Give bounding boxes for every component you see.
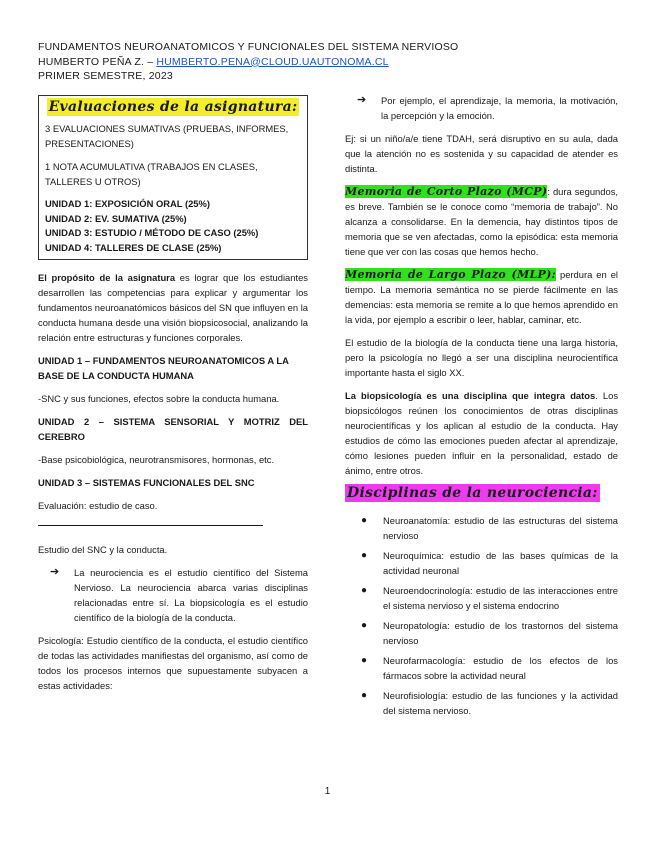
list-item bbox=[361, 688, 618, 718]
purpose-paragraph bbox=[38, 270, 308, 345]
mlp-label: Memoria de Largo Plazo (MLP): bbox=[345, 268, 556, 281]
study-text: Estudio del SNC y la conducta. bbox=[38, 544, 168, 555]
unit-weight: UNIDAD 2: EV. SUMATIVA (25%) bbox=[45, 212, 187, 224]
unit1-title: UNIDAD 1 – FUNDAMENTOS NEUROANATOMICOS A LA BASE DE LA CONDUCTA HUMANA bbox=[38, 355, 289, 381]
evaluations-box bbox=[38, 95, 308, 260]
arrow-right-icon: ➔ bbox=[357, 94, 367, 106]
unit-weight: UNIDAD 3: ESTUDIO / MÉTODO DE CASO (25%) bbox=[45, 227, 259, 238]
tdah-example: Ej: si un niño/a/e tiene TDAH, será disruptivo en su aula, dada que la atención no es sostenida y su capacidad de atender es distinta. bbox=[345, 133, 618, 174]
mlp-paragraph bbox=[345, 267, 618, 327]
arrow-right-icon: ➔ bbox=[50, 566, 60, 578]
discipline-text: Neuroquímica: estudio de las bases químicas de la actividad neuronal bbox=[383, 550, 618, 576]
unit2-title: UNIDAD 2 – SISTEMA SENSORIAL Y MOTRIZ DEL CEREBRO bbox=[38, 416, 308, 442]
evaluations-title: Evaluaciones de la asignatura: bbox=[48, 99, 298, 115]
unit3-title: UNIDAD 3 – SISTEMAS FUNCIONALES DEL SNC bbox=[38, 477, 255, 488]
purpose-bold: El propósito de la asignatura bbox=[38, 272, 176, 283]
disciplines-heading: Disciplinas de la neurociencia: bbox=[347, 485, 598, 501]
unit2-desc: -Base psicobiológica, neurotransmisores, hormonas, etc. bbox=[38, 454, 275, 465]
discipline-text: Neuroendocrinología: estudio de las interacciones entre el sistema nervioso y el sistema endocrino bbox=[383, 585, 618, 611]
author-email-link[interactable]: HUMBERTO.PENA@CLOUD.UAUTONOMA.CL bbox=[156, 55, 389, 68]
bullet-icon: ● bbox=[361, 515, 368, 526]
disciplines-heading-wrap bbox=[345, 486, 618, 501]
list-item bbox=[361, 548, 618, 578]
bullet-icon: ● bbox=[361, 585, 368, 596]
evaluations-acumulativa: 1 NOTA ACUMULATIVA (TRABAJOS EN CLASES, TALLERES U OTROS) bbox=[45, 161, 258, 187]
list-item bbox=[361, 583, 618, 613]
bullet-icon: ● bbox=[361, 550, 368, 561]
divider-line bbox=[38, 525, 263, 526]
unit-weight: UNIDAD 1: EXPOSICIÓN ORAL (25%) bbox=[45, 198, 210, 209]
list-item bbox=[361, 618, 618, 648]
bullet-icon: ● bbox=[361, 655, 368, 666]
bullet-icon: ● bbox=[361, 690, 368, 701]
right-column bbox=[345, 95, 618, 723]
arrow-item-examples bbox=[357, 93, 618, 123]
mlp-text: perdura en el tiempo. La memoria semántica no se pierde fácilmente en las demencias: esta memoria se remite a lo que hemos aprendido en la vida, por ejemplo a escribir o leer, hablar, caminar, etc. bbox=[345, 269, 618, 325]
discipline-text: Neuropatología: estudio de los trastornos del sistema nervioso bbox=[383, 620, 618, 646]
disciplines-list bbox=[345, 513, 618, 718]
biology-paragraph: El estudio de la biología de la conducta tiene una larga historia, pero la psicología no llegó a ser una disciplina neurocientífica importante hasta el siglo XX. bbox=[345, 337, 618, 378]
unit-weight: UNIDAD 4: TALLERES DE CLASE (25%) bbox=[45, 241, 222, 253]
author-line bbox=[38, 55, 458, 70]
list-item bbox=[361, 653, 618, 683]
discipline-text: Neurofisiología: estudio de las funciones y la actividad del sistema nervioso. bbox=[383, 690, 618, 716]
evaluation-text: Evaluación: estudio de caso. bbox=[38, 500, 158, 511]
mcp-paragraph bbox=[345, 184, 618, 259]
examples-text: Por ejemplo, el aprendizaje, la memoria, la motivación, la percepción y la emoción. bbox=[381, 95, 618, 121]
arrow-item-neuroscience bbox=[50, 565, 308, 625]
left-column bbox=[38, 95, 308, 701]
unit1-desc: -SNC y sus funciones, efectos sobre la conducta humana. bbox=[38, 393, 280, 404]
discipline-text: Neurofarmacología: estudio de los efectos de los fármacos sobre la actividad neural bbox=[383, 655, 618, 681]
biopsychology-bold: La biopsicología es una disciplina que integra datos bbox=[345, 390, 596, 401]
list-item bbox=[361, 513, 618, 543]
biopsychology-paragraph bbox=[345, 388, 618, 478]
discipline-text: Neuroanatomía: estudio de las estructuras del sistema nervioso bbox=[383, 515, 618, 541]
psychology-text: Psicología: Estudio científico de la conducta, el estudio científico de todas las actividades manifiestas del organismo, así como de todos los procesos internos que supuestamente subyacen a estas actividades: bbox=[38, 635, 308, 691]
purpose-text: es lograr que los estudiantes desarrollen las competencias para explicar y argumentar los fundamentos neuroanatómicos básicos del SN que influyen en la conducta humana desde una visión biopsicosocial, analizando la relación entre estructuras y funciones corporales. bbox=[38, 272, 308, 343]
evaluations-title-wrap bbox=[45, 100, 301, 115]
neuroscience-text: La neurociencia es el estudio científico del Sistema Nervioso. La neurociencia abarca varias disciplinas relacionadas entre sí. La biopsicología es el estudio científico de la biología de la conducta. bbox=[74, 567, 308, 623]
mcp-label: Memoria de Corto Plazo (MCP) bbox=[345, 185, 548, 198]
document-header bbox=[38, 40, 458, 84]
biopsychology-text: . Los biopsicólogos reúnen los conocimientos de otras disciplinas neurocientíficas y los aplican al estudio de la conducta. Hay estudios de cómo las emociones pueden afectar al aprendizaje, cómo lesiones pueden influir en la personalidad, estado de ánimo, entre otros. bbox=[345, 390, 619, 476]
semester: PRIMER SEMESTRE, 2023 bbox=[38, 70, 173, 82]
page-number: 1 bbox=[324, 786, 331, 797]
author-name: HUMBERTO PEÑA Z. – bbox=[38, 55, 157, 68]
course-title: FUNDAMENTOS NEUROANATOMICOS Y FUNCIONALES DEL SISTEMA NERVIOSO bbox=[38, 41, 459, 53]
bullet-icon: ● bbox=[361, 620, 368, 631]
mcp-text: : dura segundos, es breve. También se le conoce como “memoria de trabajo”. No alcanza a consolidarse. En la demencia, hay distintos tipos de memoria que se ven afectadas, como la episódica: esta memoria tiene que ver con las cosas que hemos hecho. bbox=[345, 186, 618, 257]
evaluations-sumativas: 3 EVALUACIONES SUMATIVAS (PRUEBAS, INFORMES, PRESENTACIONES) bbox=[45, 123, 289, 149]
